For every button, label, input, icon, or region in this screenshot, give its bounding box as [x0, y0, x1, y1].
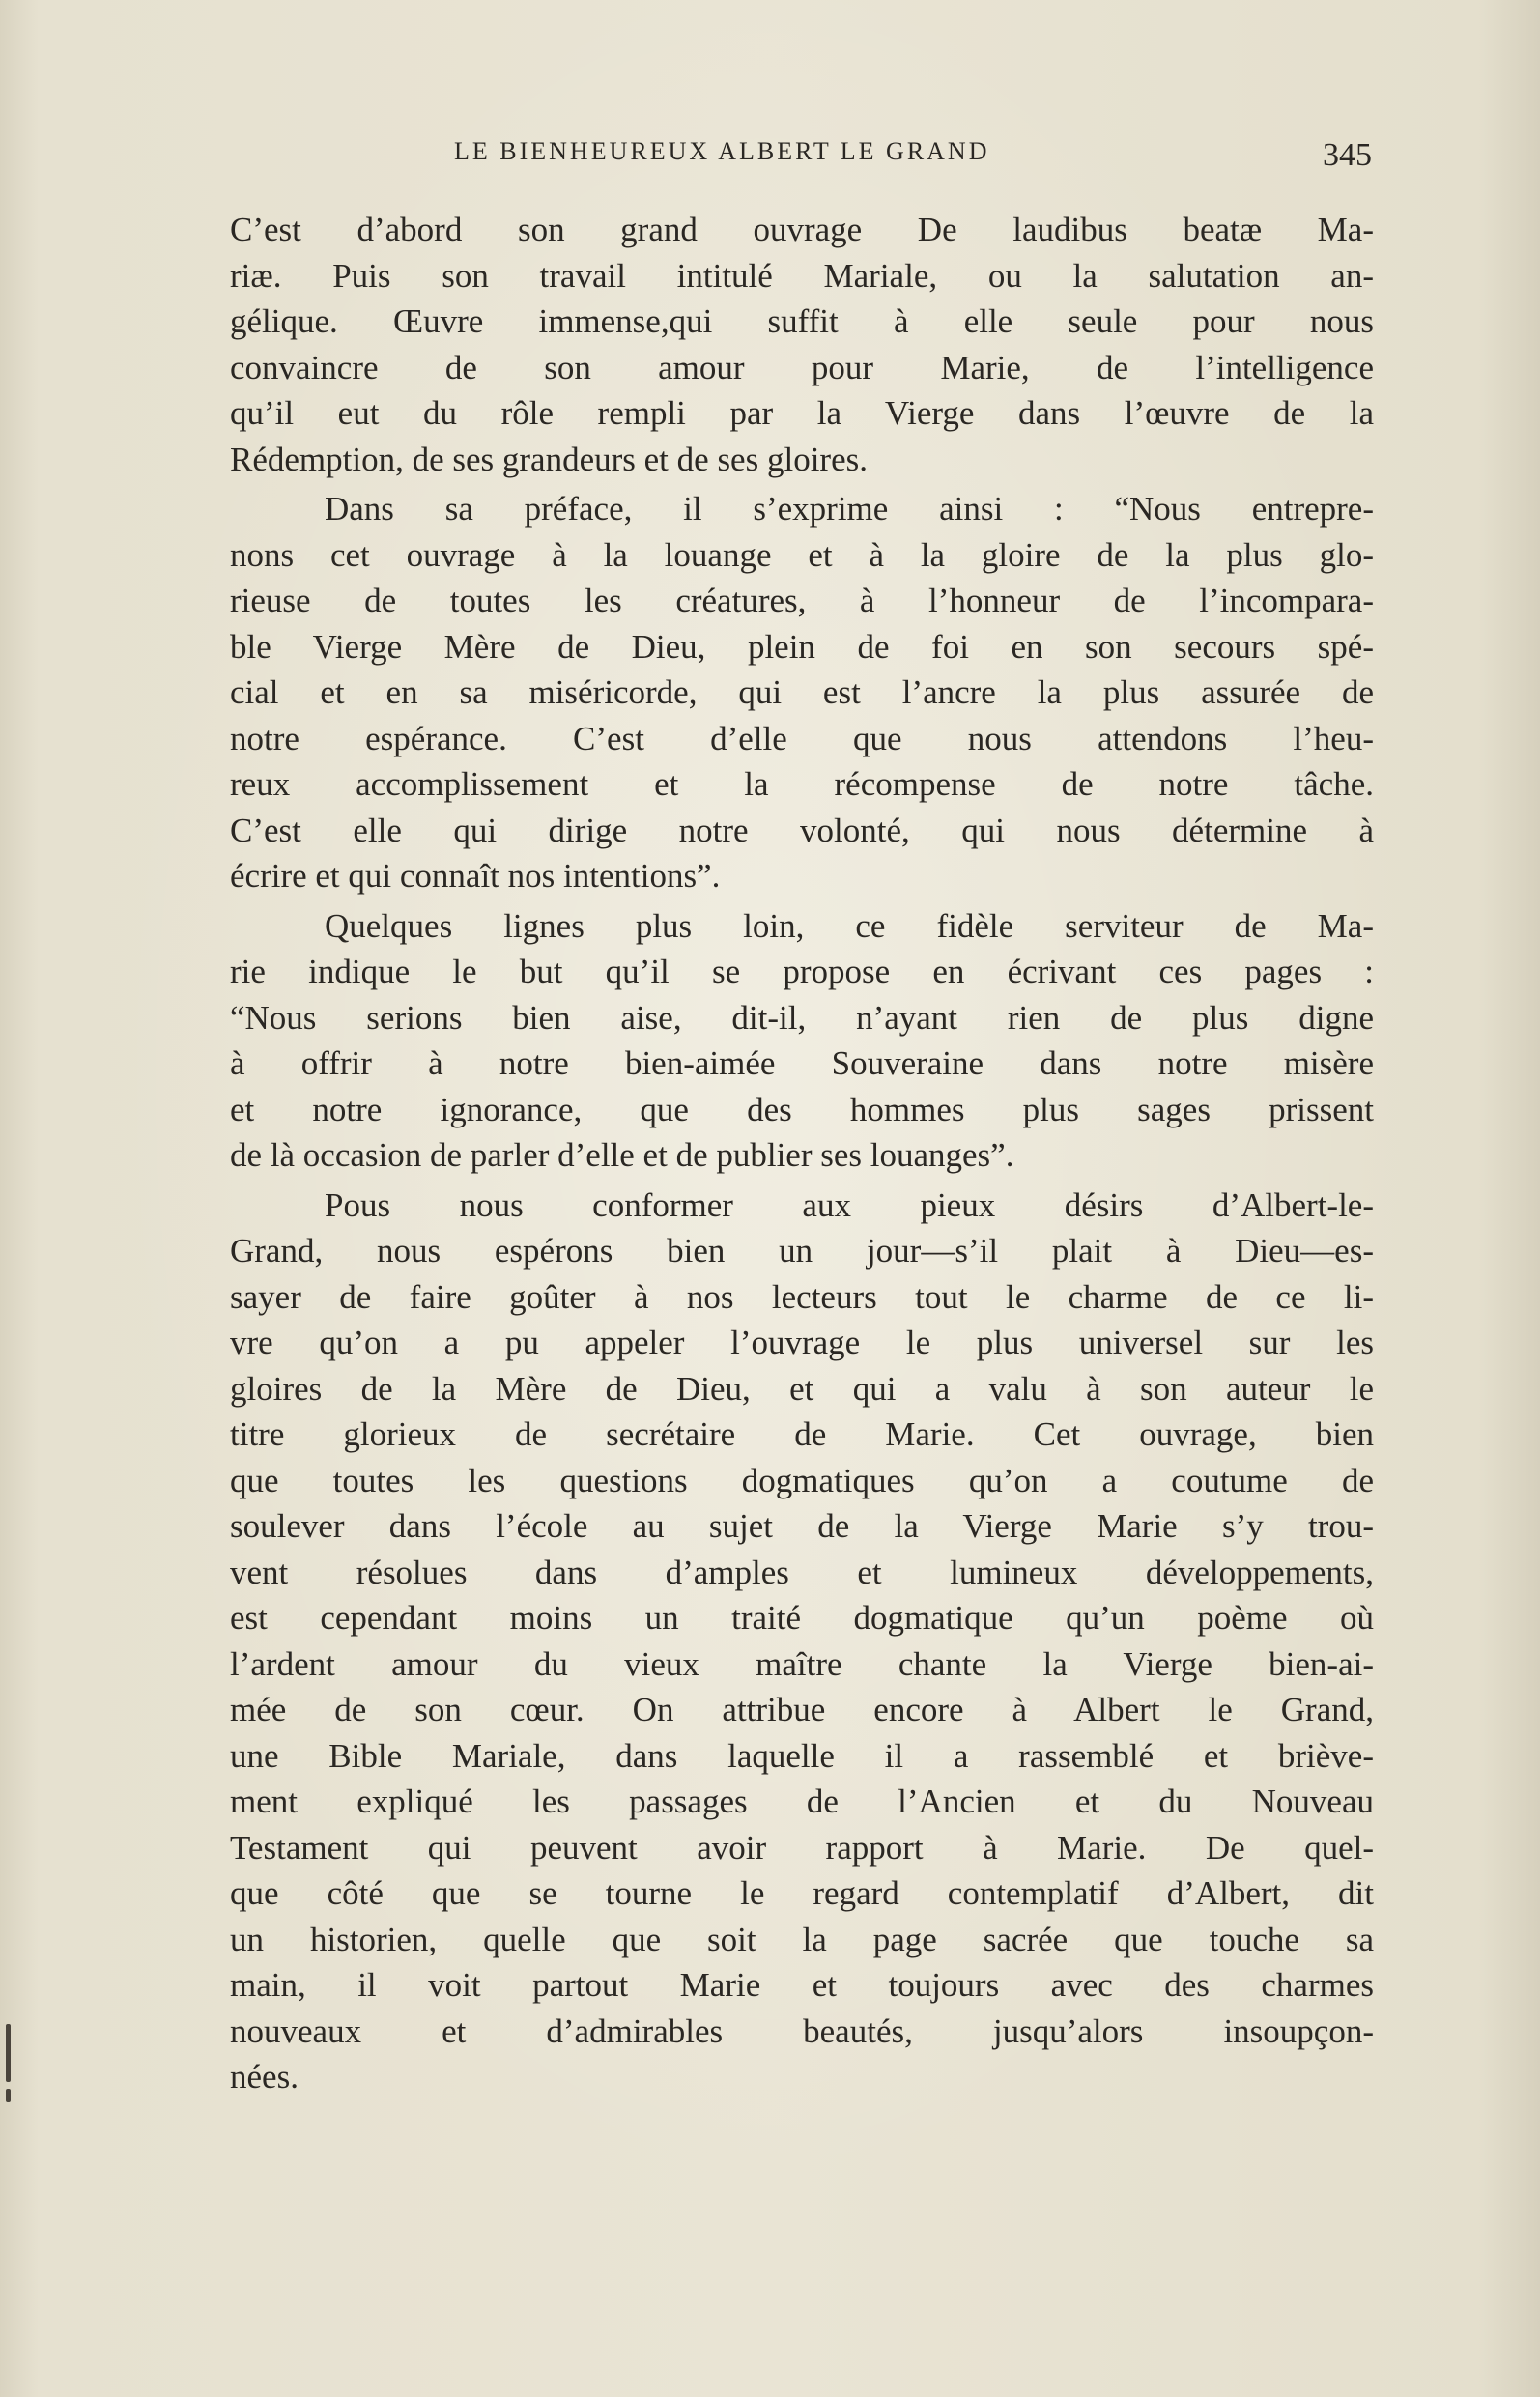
- text-line: qu’il eut du rôle rempli par la Vierge dans l’œuvre de la: [230, 394, 1374, 432]
- text-line: Pous nous conformer aux pieux désirs d’Albert-le-: [325, 1185, 1374, 1224]
- text-line: nons cet ouvrage à la louange et à la gloire de la plus glo-: [230, 535, 1374, 574]
- text-line: une Bible Mariale, dans laquelle il a rassemblé et briève-: [230, 1736, 1374, 1775]
- text-line: convaincre de son amour pour Marie, de l’intelligence: [230, 348, 1374, 386]
- text-line: écrire et qui connaît nos intentions”.: [230, 857, 721, 895]
- text-line: reux accomplissement et la récompense de notre tâche.: [230, 765, 1374, 803]
- text-line: à offrir à notre bien-aimée Souveraine dans notre misère: [230, 1044, 1374, 1082]
- text-line: rieuse de toutes les créatures, à l’honneur de l’incompara-: [230, 582, 1374, 619]
- text-line: Quelques lignes plus loin, ce fidèle serviteur de Ma-: [325, 906, 1374, 945]
- text-line: et notre ignorance, que des hommes plus sages prissent: [230, 1090, 1374, 1128]
- margin-mark: [6, 2024, 11, 2082]
- text-line: Testament qui peuvent avoir rapport à Marie. De quel-: [230, 1828, 1374, 1867]
- text-line: riæ. Puis son travail intitulé Mariale, ou la salutation an-: [230, 256, 1374, 295]
- margin-mark: [6, 2089, 11, 2102]
- text-line: vent résolues dans d’amples et lumineux développements,: [230, 1553, 1374, 1591]
- text-line: “Nous serions bien aise, dit-il, n’ayant rien de plus digne: [230, 998, 1374, 1037]
- text-line: cial et en sa miséricorde, qui est l’ancre la plus assurée de: [230, 673, 1374, 711]
- text-line: C’est elle qui dirige notre volonté, qui nous détermine à: [230, 811, 1374, 849]
- text-line: mée de son cœur. On attribue encore à Albert le Grand,: [230, 1691, 1374, 1728]
- text-line: titre glorieux de secrétaire de Marie. Cet ouvrage, bien: [230, 1415, 1374, 1453]
- text-line: nées.: [230, 2058, 299, 2096]
- text-line: ment expliqué les passages de l’Ancien et du Nouveau: [230, 1783, 1374, 1820]
- text-line: soulever dans l’école au sujet de la Vierge Marie s’y trou-: [230, 1507, 1374, 1545]
- body-text: [230, 207, 1374, 2100]
- page-number: 345: [1323, 137, 1372, 173]
- text-line: gélique. Œuvre immense,qui suffit à elle seule pour nous: [230, 302, 1374, 340]
- text-line: un historien, quelle que soit la page sacrée que touche sa: [230, 1920, 1374, 1958]
- text-line: Dans sa préface, il s’exprime ainsi : “Nous entrepre-: [325, 490, 1374, 528]
- text-line: C’est d’abord son grand ouvrage De laudibus beatæ Ma-: [230, 211, 1374, 248]
- text-line: ble Vierge Mère de Dieu, plein de foi en son secours spé-: [230, 627, 1374, 666]
- text-line: rie indique le but qu’il se propose en écrivant ces pages :: [230, 953, 1374, 990]
- text-line: est cependant moins un traité dogmatique qu’un poème où: [230, 1599, 1374, 1637]
- running-title: LE BIENHEUREUX ALBERT LE GRAND: [454, 137, 990, 165]
- text-line: Rédemption, de ses grandeurs et de ses gloires.: [230, 440, 868, 478]
- text-line: Grand, nous espérons bien un jour—s’il plait à Dieu—es-: [230, 1232, 1374, 1270]
- text-line: vre qu’on a pu appeler l’ouvrage le plus universel sur les: [230, 1324, 1374, 1361]
- text-line: que toutes les questions dogmatiques qu’on a coutume de: [230, 1461, 1374, 1499]
- text-line: l’ardent amour du vieux maître chante la Vierge bien-ai-: [230, 1644, 1374, 1683]
- text-line: main, il voit partout Marie et toujours avec des charmes: [230, 1966, 1374, 2004]
- text-line: de là occasion de parler d’elle et de publier ses louanges”.: [230, 1136, 1014, 1174]
- text-line: notre espérance. C’est d’elle que nous attendons l’heu-: [230, 719, 1374, 757]
- text-line: nouveaux et d’admirables beautés, jusqu’alors insoupçon-: [230, 2012, 1374, 2050]
- running-head: [232, 137, 1372, 176]
- text-line: gloires de la Mère de Dieu, et qui a valu à son auteur le: [230, 1369, 1374, 1408]
- text-line: que côté que se tourne le regard contemplatif d’Albert, dit: [230, 1874, 1374, 1912]
- text-line: sayer de faire goûter à nos lecteurs tout le charme de ce li-: [230, 1277, 1374, 1316]
